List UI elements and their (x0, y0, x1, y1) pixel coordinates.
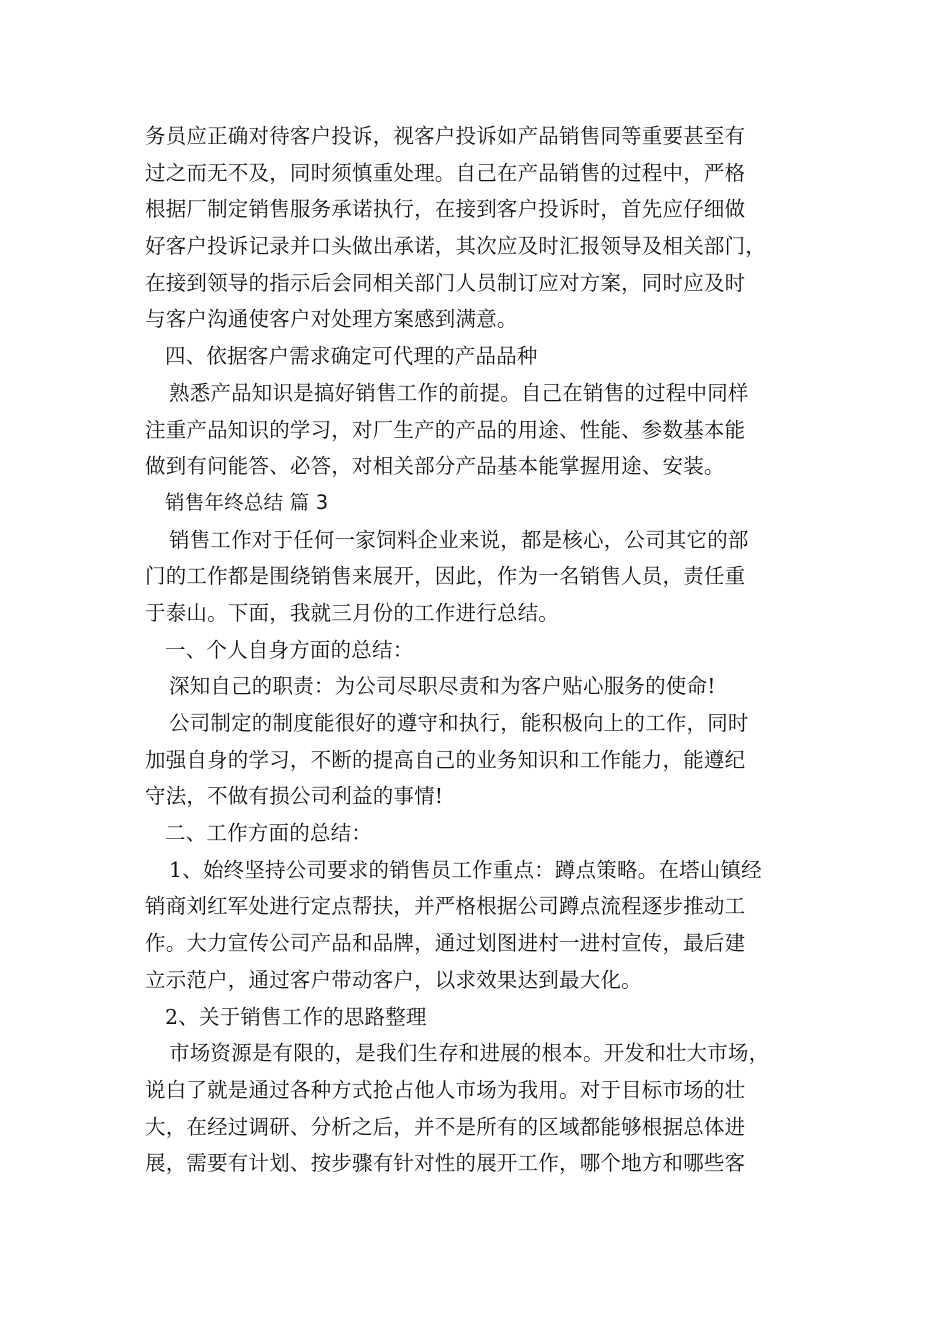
text-line: 门的工作都是围绕销售来展开，因此，作为一名销售人员，责任重 (145, 564, 746, 589)
text-line: 立示范户，通过客户带动客户，以求效果达到最大化。 (145, 967, 642, 992)
numbered-item: 1、始终坚持公司要求的销售员工作重点：蹲点策略。在塔山镇经 (169, 857, 762, 882)
text-line: 销商刘红军处进行定点帮扶，并严格根据公司蹲点流程逐步推动工 (145, 894, 746, 919)
text-line: 守法，不做有损公司利益的事情! (145, 784, 444, 809)
numbered-item: 2、关于销售工作的思路整理 (165, 1004, 427, 1029)
text-line: 说白了就是通过各种方式抢占他人市场为我用。对于目标市场的壮 (145, 1077, 746, 1102)
paragraph-start: 熟悉产品知识是搞好销售工作的前提。自己在销售的过程中同样 (169, 380, 749, 405)
article-title: 销售年终总结 篇 3 (165, 490, 329, 514)
text-line: 注重产品知识的学习，对厂生产的产品的用途、性能、参数基本能 (145, 417, 746, 442)
section-heading: 一、个人自身方面的总结： (165, 637, 414, 662)
paragraph-start: 市场资源是有限的，是我们生存和进展的根本。开发和壮大市场， (169, 1041, 770, 1066)
text-line: 好客户投诉记录并口头做出承诺，其次应及时汇报领导及相关部门， (145, 234, 766, 259)
text-line: 做到有问能答、必答，对相关部分产品基本能掌握用途、安装。 (145, 454, 725, 479)
text-line: 过之而无不及，同时须慎重处理。自己在产品销售的过程中，严格 (145, 160, 746, 185)
paragraph-start: 公司制定的制度能很好的遵守和执行，能积极向上的工作，同时 (169, 711, 749, 735)
section-heading: 四、依据客户需求确定可代理的产品品种 (165, 344, 538, 369)
text-line: 大，在经过调研、分析之后，并不是所有的区域都能够根据总体进 (145, 1114, 746, 1139)
text-line: 在接到领导的指示后会同相关部门人员制订应对方案，同时应及时 (145, 270, 746, 295)
text-line: 展，需要有计划、按步骤有针对性的展开工作，哪个地方和哪些客 (145, 1151, 746, 1176)
text-line: 于泰山。下面，我就三月份的工作进行总结。 (145, 600, 559, 625)
section-heading: 二、工作方面的总结： (165, 821, 372, 846)
paragraph-start: 销售工作对于任何一家饲料企业来说，都是核心，公司其它的部 (169, 527, 749, 552)
paragraph-start: 深知自己的职责：为公司尽职尽责和为客户贴心服务的使命! (169, 674, 716, 699)
text-line: 根据厂制定销售服务承诺执行，在接到客户投诉时，首先应仔细做 (145, 197, 746, 222)
document-page (145, 118, 810, 1182)
text-line: 务员应正确对待客户投诉，视客户投诉如产品销售同等重要甚至有 (145, 124, 746, 148)
text-line: 加强自身的学习，不断的提高自己的业务知识和工作能力，能遵纪 (145, 747, 746, 772)
text-line: 作。大力宣传公司产品和品牌，通过划图进村一进村宣传，最后建 (145, 931, 746, 956)
text-line: 与客户沟通使客户对处理方案感到满意。 (145, 307, 518, 332)
